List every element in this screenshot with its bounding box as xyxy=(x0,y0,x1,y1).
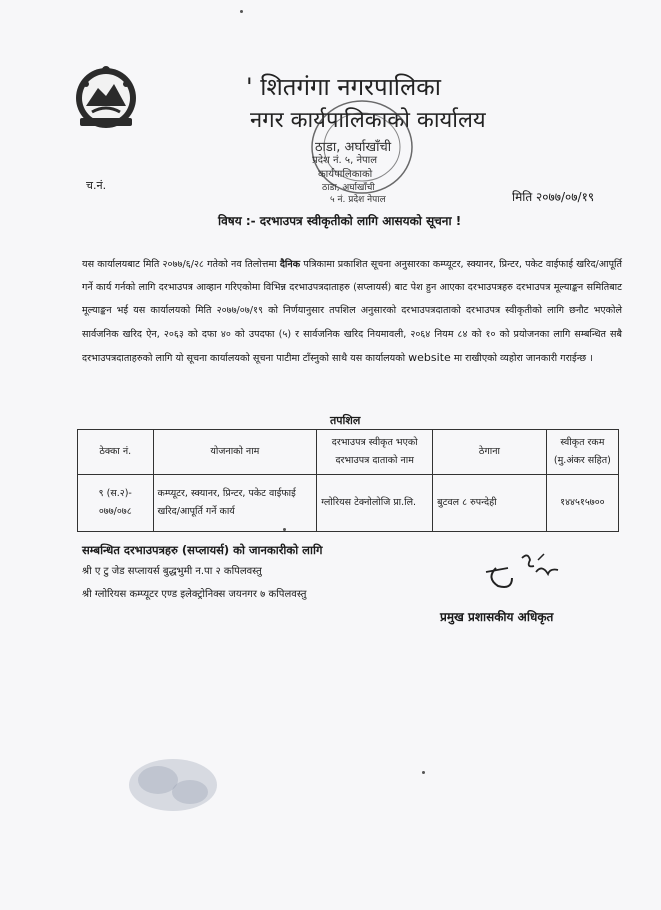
website-word: website xyxy=(408,350,451,364)
stamp-text-3: कार्यपालिकाको xyxy=(318,169,373,180)
stamp-text-4: ठाडा, अर्घाखाँची xyxy=(322,183,375,193)
header-amount: स्वीकृत रकम (मु.अंकर सहित) xyxy=(546,430,618,475)
cc-item: श्री ए टु जेड सप्लायर्स बुद्धभुमी न.पा २ कपिलवस्तु xyxy=(82,566,262,577)
cell-address: बुटवल ८ रुपन्देही xyxy=(433,475,547,532)
reference-number: च.नं. xyxy=(86,179,107,192)
office-name: नगर कार्यपालिकाको कार्यालय xyxy=(250,108,486,133)
table-header-row xyxy=(78,430,619,475)
body-part: पत्रिकामा प्रकाशित सूचना अनुसारका कम्प्यूटर, स्क्यानर, प्रिन्टर, पकेट वाईफाई खरिद/आपूर्ति गर्ने कार्य गर्नको लागि दरभाउपत्र आव्हान गरिएकोमा विभिन्न दरभाउपत्रदाताहरु (सप्लायर्स) बाट पेश हुन आएका दरभाउपत्रहरु दरभाउपत्र मूल्याङ्कन समितिबाट मूल्याङ्कन भई यस कार्यालयको मिति २०७७/०७/१९ को निर्णयानुसार तपशिल अनुसारको दरभाउपत्रदाताको दरभाउपत्र स्वीकृतीको लागि छनौट भएकोले सार्वजनिक खरिद ऐन, २०६३ को दफा ४० को उपदफा (५) र सार्वजनिक खरिद नियमावली, २०६४ नियम ८४ को १० को प्रयोजनका लागि सम्बन्धित सबै दरभाउपत्रदाताहरुको लागि यो सूचना कार्यालयको सूचना पाटीमा टाँस्नुको साथै यस कार्यालयको xyxy=(82,259,622,364)
table-row xyxy=(78,475,619,532)
cell-bidder-name: ग्लोरियस टेक्नोलोजि प्रा.लि. xyxy=(317,475,433,532)
stamp-text-1: ठाडा, अर्घाखाँची xyxy=(315,140,392,155)
signature-icon xyxy=(478,538,568,598)
subject-line: विषय :- दरभाउपत्र स्वीकृतीको लागि आसयको सूचना ! xyxy=(218,214,462,228)
body-part: यस कार्यालयबाट मिति २०७७/६/२८ गतेको नव तिलोत्तमा xyxy=(82,259,280,270)
header-bidder-name: दरभाउपत्र स्वीकृत भएको दरभाउपत्र दाताको नाम xyxy=(317,430,433,475)
stamp-text-2: प्रदेश नं. ५, नेपाल xyxy=(312,155,378,166)
stamp-text-5: ५ नं. प्रदेश नेपाल xyxy=(330,195,386,205)
speck xyxy=(240,10,243,13)
newspaper-name: दैनिक xyxy=(279,259,301,270)
speck xyxy=(283,528,286,531)
cc-title: सम्बन्धित दरभाउपत्रहरु (सप्लायर्स) को जानकारीको लागि xyxy=(82,543,323,557)
table-title: तपशिल xyxy=(330,414,361,427)
notice-body xyxy=(82,253,622,370)
issue-date: मिति २०७७/०७/१९ xyxy=(512,190,595,204)
cell-project-name: कम्प्यूटर, स्क्यानर, प्रिन्टर, पकेट वाईफाई खरिद/आपूर्ति गर्ने कार्य xyxy=(153,475,317,532)
signatory-title: प्रमुख प्रशासकीय अधिकृत xyxy=(440,610,554,624)
header-contract-no: ठेक्का नं. xyxy=(78,430,154,475)
body-part: मा राखीएको व्यहोरा जानकारी गराईन्छ । xyxy=(450,352,593,364)
header-project-name: योजनाको नाम xyxy=(153,430,317,475)
header-address: ठेगाना xyxy=(433,430,547,475)
cell-contract-no: ९ (स.२)- ०७७/०७८ xyxy=(78,475,154,532)
award-table xyxy=(77,429,619,532)
ink-smudge xyxy=(118,750,228,820)
cc-item: श्री ग्लोरियस कम्प्यूटर एण्ड इलेक्ट्रोनिक्स जयनगर ७ कपिलवस्तु xyxy=(82,589,307,600)
speck xyxy=(422,771,425,774)
cell-amount: १४४५१५७०० xyxy=(546,475,618,532)
municipality-name: ' शितगंगा नगरपालिका xyxy=(246,73,441,101)
nepal-emblem-icon xyxy=(70,60,142,132)
